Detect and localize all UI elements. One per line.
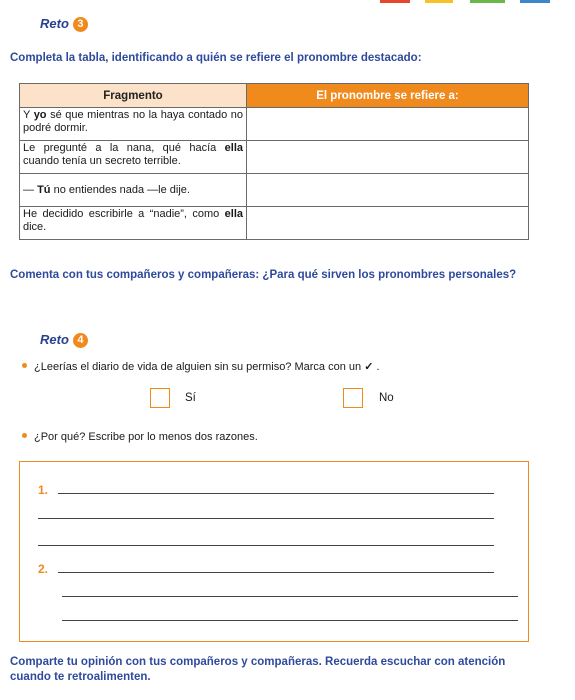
- reto-4-heading: [40, 332, 88, 348]
- fragment-cell: Le pregunté a la nana, qué hacía ella cuando tenía un secreto terrible.: [20, 141, 247, 174]
- reto-label: Reto: [40, 332, 69, 347]
- option-no-label: No: [379, 392, 394, 404]
- answer-cell[interactable]: [247, 108, 529, 141]
- table-header-row: [20, 84, 529, 108]
- reto-number-badge: 3: [73, 17, 88, 32]
- answer-box: [19, 461, 529, 642]
- highlighted-pronoun: yo: [33, 109, 47, 121]
- question-diary: ¿Leerías el diario de vida de alguien sin su permiso? Marca con un ✓ .: [22, 360, 380, 373]
- answer-line[interactable]: [38, 518, 494, 519]
- checkbox-no[interactable]: [343, 388, 363, 408]
- closing-instruction: Comparte tu opinión con tus compañeros y compañeras. Recuerda escuchar con atención cuando te retroalimenten.: [10, 656, 506, 683]
- highlighted-pronoun: Tú: [37, 183, 51, 196]
- table-instruction: Completa la tabla, identificando a quién se refiere el pronombre destacado:: [10, 52, 422, 64]
- answer-cell[interactable]: [247, 174, 529, 207]
- answer-line[interactable]: [58, 572, 494, 573]
- table-row: [20, 108, 529, 141]
- fragment-cell: — Tú no entiendes nada —le dije.: [20, 174, 247, 207]
- table-row: [20, 174, 529, 207]
- bullet-icon: [22, 363, 27, 368]
- column-header-referent: El pronombre se refiere a:: [247, 84, 529, 108]
- reto-3-heading: [40, 16, 88, 32]
- question-reasons: ¿Por qué? Escribe por lo menos dos razones.: [22, 431, 258, 443]
- answer-cell[interactable]: [247, 207, 529, 240]
- answer-line[interactable]: [62, 596, 518, 597]
- checkbox-si[interactable]: [150, 388, 170, 408]
- fragment-cell: He decidido escribirle a “nadie”, como ella dice.: [20, 207, 247, 240]
- highlighted-pronoun: ella: [224, 208, 243, 220]
- pronoun-table: [19, 83, 529, 240]
- answer-number-2: 2.: [38, 562, 49, 576]
- reto-number-badge: 4: [73, 333, 88, 348]
- option-si-label: Sí: [185, 392, 196, 404]
- table-row: [20, 141, 529, 174]
- bullet-icon: [22, 433, 27, 438]
- answer-line[interactable]: [62, 620, 518, 621]
- answer-line[interactable]: [58, 493, 494, 494]
- answer-cell[interactable]: [247, 141, 529, 174]
- table-row: [20, 207, 529, 240]
- fragment-cell: Y yo sé que mientras no la haya contado no podré dormir.: [20, 108, 247, 141]
- reto-label: Reto: [40, 16, 69, 31]
- decorative-color-strip: [380, 0, 575, 3]
- checkmark-icon: ✓: [364, 361, 374, 373]
- discussion-prompt: Comenta con tus compañeros y compañeras: ¿Para qué sirven los pronombres personales?: [10, 269, 517, 281]
- answer-number-1: 1.: [38, 483, 49, 497]
- highlighted-pronoun: ella: [224, 142, 243, 154]
- column-header-fragment: Fragmento: [20, 84, 247, 108]
- answer-line[interactable]: [38, 545, 494, 546]
